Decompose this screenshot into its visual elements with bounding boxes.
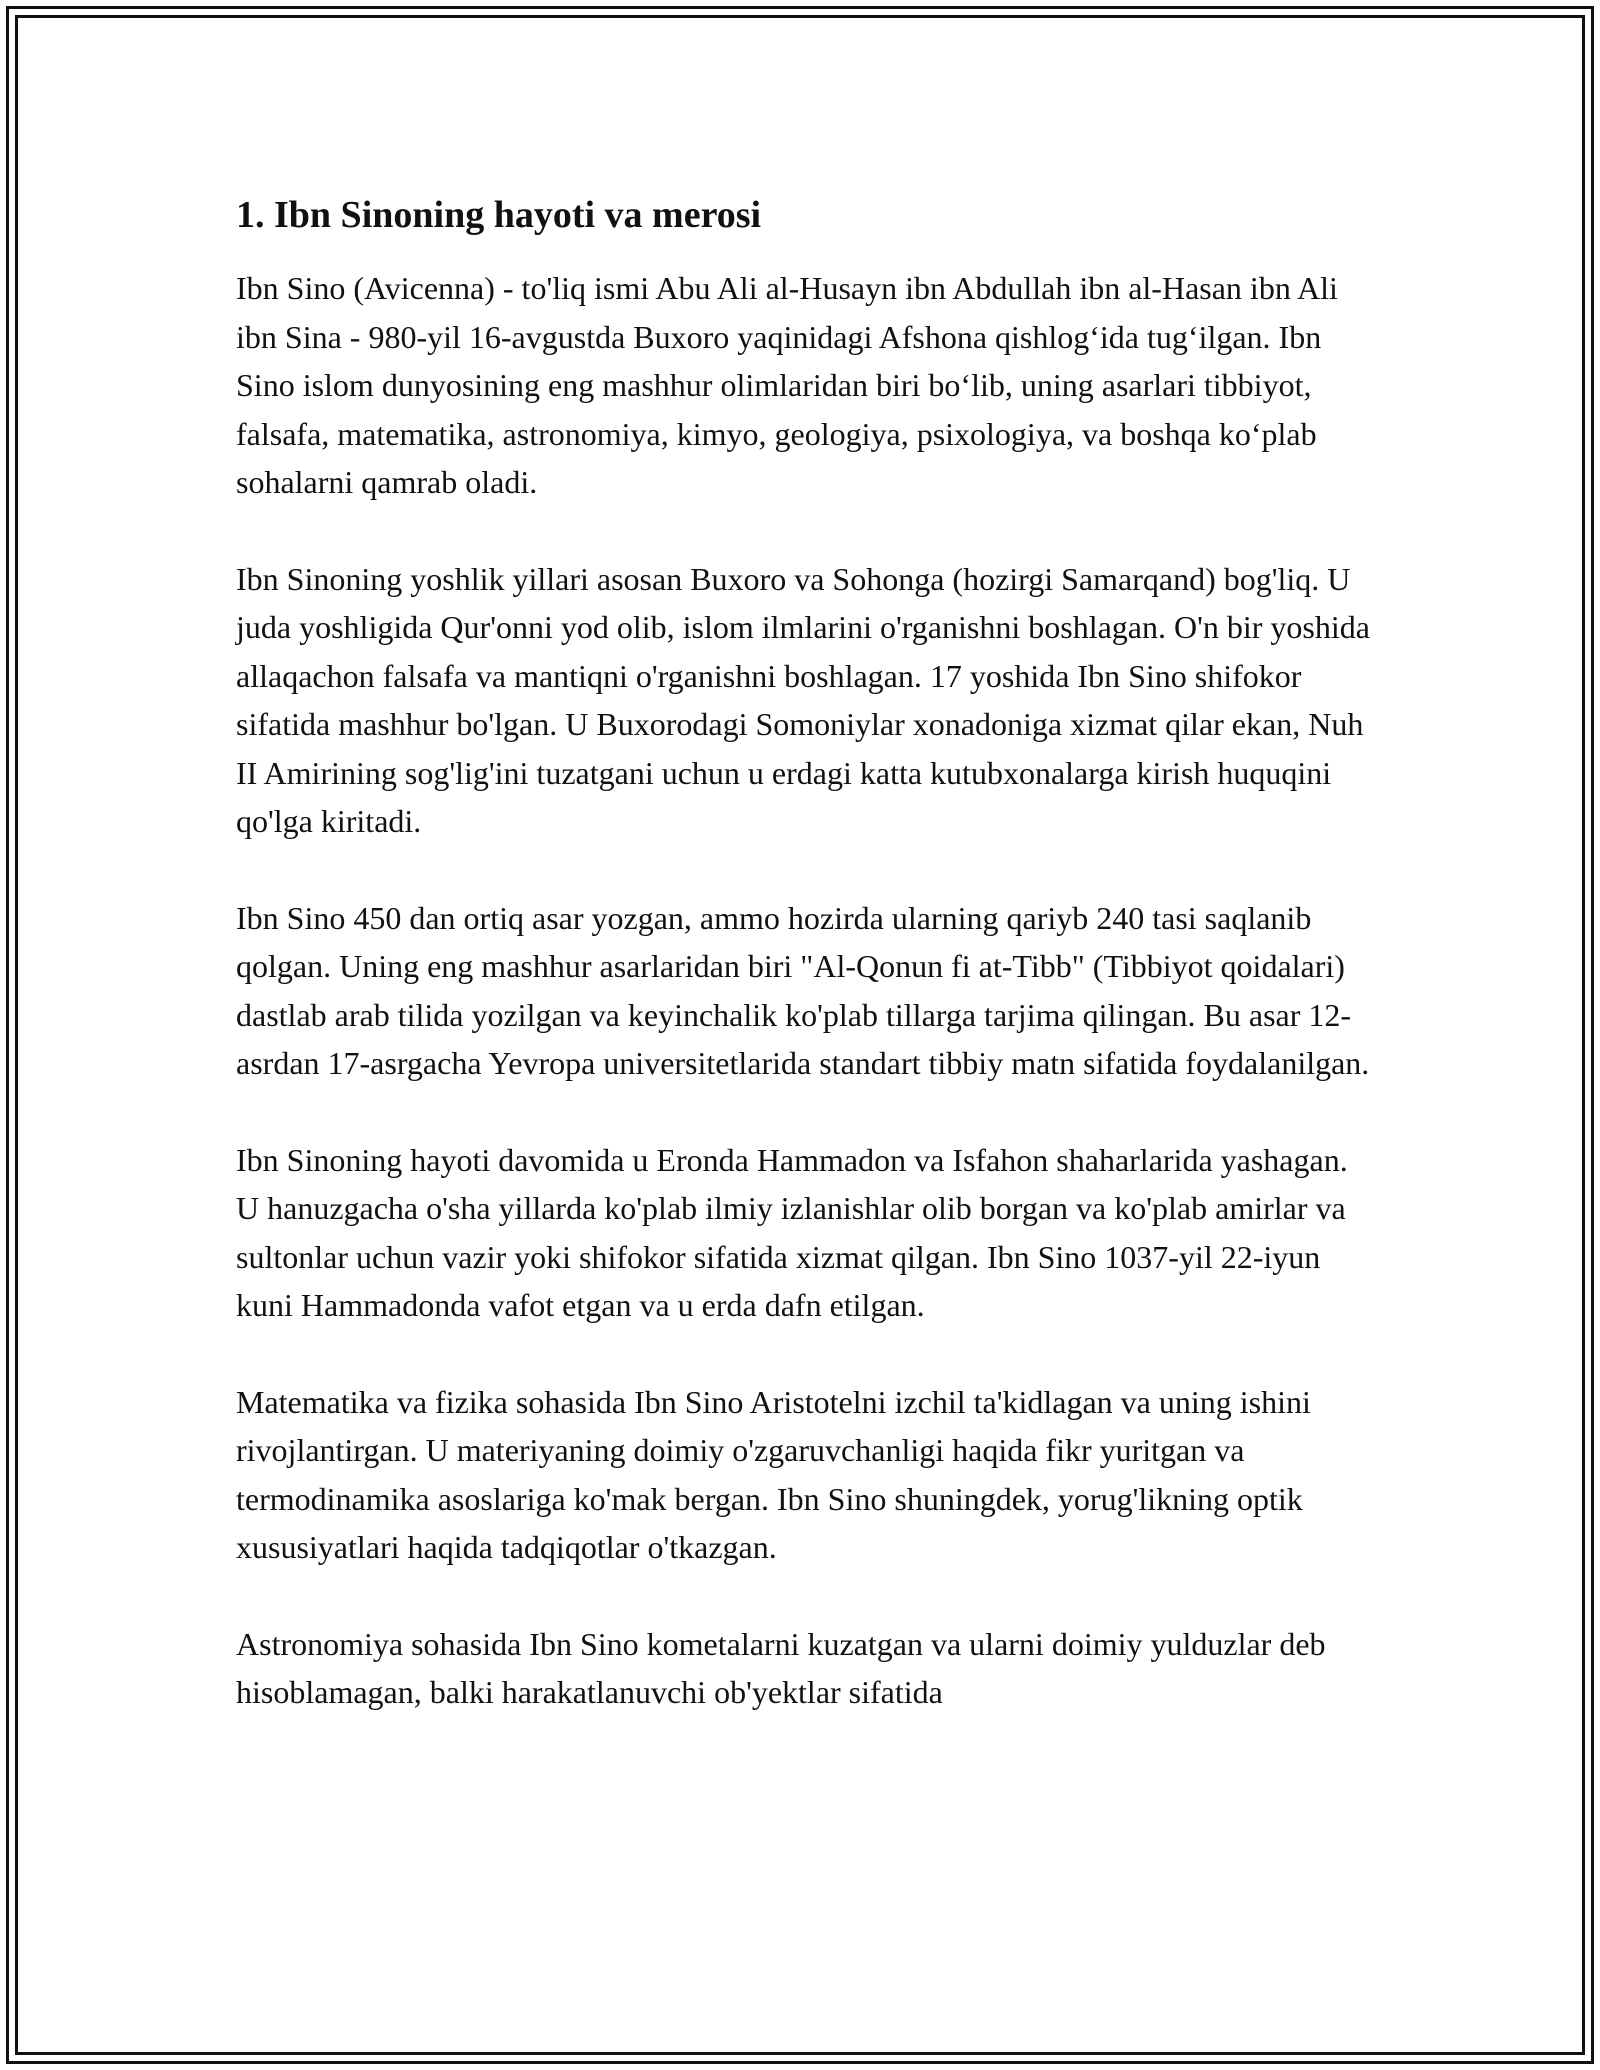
paragraph-works: Ibn Sino 450 dan ortiq asar yozgan, ammo hozirda ularning qariyb 240 tasi saqlanib qolgan. Uning eng mashhur asarlaridan biri "Al-Qonun fi at-Tibb" (Tibbiyot qoidalari) dastlab arab tilida yozilgan va keyinchalik ko'plab tillarga tarjima qilingan. Bu asar 12-asrdan 17-asrgacha Yevropa universitetlarida standart tibbiy matn sifatida foydalanilgan. [236,899,1370,1081]
document-body [236,190,1376,1765]
paragraph-physics: Matematika va fizika sohasida Ibn Sino Aristotelni izchil ta'kidlagan va uning ishini rivojlantirgan. U materiyaning doimiy o'zgaruvchanligi haqida fikr yuritgan va termodinamika asoslariga ko'mak bergan. Ibn Sino shuningdek, yorug'likning optik xususiyatlari haqida tadqiqotlar o'tkazgan. [236,1383,1311,1565]
section-heading: 1. Ibn Sinoning hayoti va merosi [236,194,762,236]
paragraph-intro: Ibn Sino (Avicenna) - to'liq ismi Abu Ali al-Husayn ibn Abdullah ibn al-Hasan ibn Ali ibn Sina - 980-yil 16-avgustda Buxoro yaqinidagi Afshona qishlog‘ida tug‘ilgan. Ibn Sino islom dunyosining eng mashhur olimlaridan biri bo‘lib, uning asarlari tibbiyot, falsafa, matematika, astronomiya, kimyo, geologiya, psixologiya, va boshqa ko‘plab sohalarni qamrab oladi. [236,270,1338,500]
paragraph-life: Ibn Sinoning hayoti davomida u Eronda Hammadon va Isfahon shaharlarida yashagan. U hanuzgacha o'sha yillarda ko'plab ilmiy izlanishlar olib borgan va ko'plab amirlar va sultonlar uchun vazir yoki shifokor sifatida xizmat qilgan. Ibn Sino 1037-yil 22-iyun kuni Hammadonda vafot etgan va u erda dafn etilgan. [236,1141,1348,1323]
paragraph-astronomy: Astronomiya sohasida Ibn Sino kometalarni kuzatgan va ularni doimiy yulduzlar deb hisoblamagan, balki harakatlanuvchi ob'yektlar sifatida [236,1625,1326,1710]
paragraph-youth: Ibn Sinoning yoshlik yillari asosan Buxoro va Sohonga (hozirgi Samarqand) bog'liq. U juda yoshligida Qur'onni yod olib, islom ilmlarini o'rganishni boshlagan. O'n bir yoshida allaqachon falsafa va mantiqni o'rganishni boshlagan. 17 yoshida Ibn Sino shifokor sifatida mashhur bo'lgan. U Buxorodagi Somoniylar xonadoniga xizmat qilar ekan, Nuh II Amirining sog'lig'ini tuzatgani uchun u erdagi katta kutubxonalarga kirish huquqini qo'lga kiritadi. [236,560,1370,839]
